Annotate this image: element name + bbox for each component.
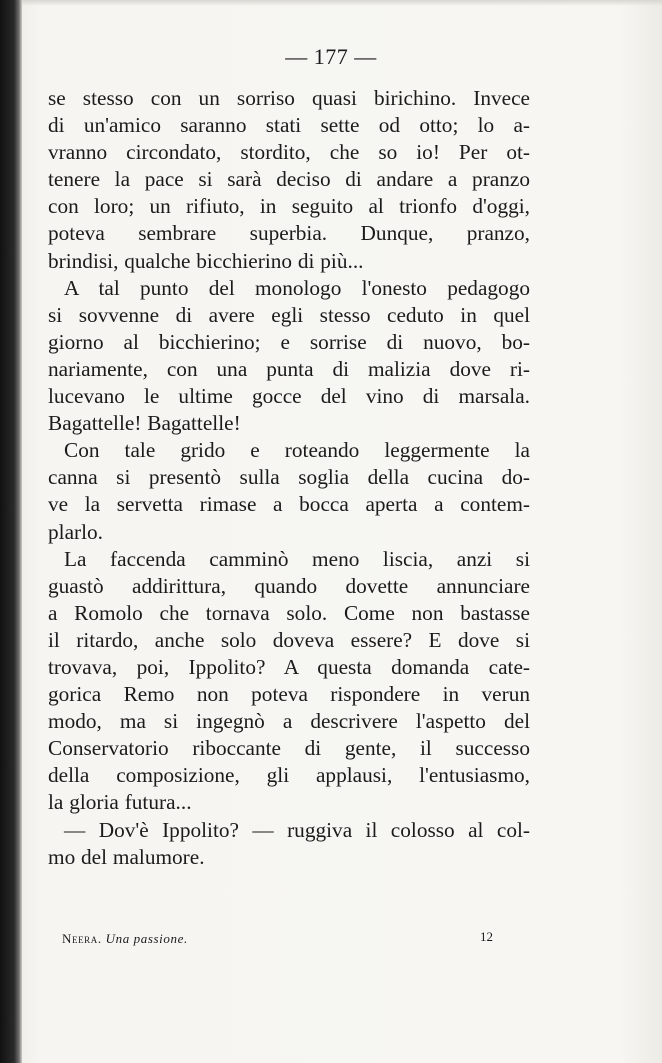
text-line: canna si presentò sulla soglia della cucina do- <box>48 465 530 490</box>
text-line: vranno circondato, stordito, che so io! Per ot- <box>48 140 530 165</box>
text-line: modo, ma si ingegnò a descrivere l'aspetto del <box>48 709 530 734</box>
text-line: a Romolo che tornava solo. Come non bastasse <box>48 600 530 625</box>
text-line: guastò addirittura, quando dovette annunciare <box>48 573 530 598</box>
footer-running-title <box>62 931 188 947</box>
text-line: plarlo. <box>48 519 103 544</box>
text-line: con loro; un rifiuto, in seguito al trionfo d'oggi, <box>48 194 530 219</box>
body-text <box>48 85 530 871</box>
text-line: poteva sembrare superbia. Dunque, pranzo, <box>48 221 530 246</box>
book-binding-edge <box>0 0 22 1063</box>
text-line: nariamente, con una punta di malizia dove ri- <box>48 356 530 381</box>
text-line: Bagattelle! Bagattelle! <box>48 411 241 436</box>
text-line: il ritardo, anche solo doveva essere? E dove si <box>48 627 530 652</box>
text-line: ve la servetta rimase a bocca aperta a contem- <box>48 492 530 517</box>
page-top-shadow <box>22 0 662 6</box>
text-line: Conservatorio riboccante di gente, il successo <box>48 736 530 761</box>
page-number: — 177 — <box>285 44 377 69</box>
text-line: La faccenda camminò meno liscia, anzi si <box>64 546 530 571</box>
footer-author: Neera. <box>62 931 102 946</box>
text-line: brindisi, qualche bicchierino di più... <box>48 248 364 273</box>
text-line: di un'amico saranno stati sette od otto; lo a- <box>48 113 530 138</box>
footer-signature-mark: 12 <box>480 929 493 944</box>
text-line: giorno al bicchierino; e sorrise di nuovo, bo- <box>48 329 530 354</box>
text-line: tenere la pace si sarà deciso di andare a pranzo <box>48 167 530 192</box>
text-line: gorica Remo non poteva rispondere in verun <box>48 682 530 707</box>
text-line: A tal punto del monologo l'onesto pedagogo <box>64 275 530 300</box>
text-line: mo del malumore. <box>48 844 205 869</box>
text-line: se stesso con un sorriso quasi birichino. Invece <box>48 86 530 110</box>
text-line: — Dov'è Ippolito? — ruggiva il colosso al col- <box>64 817 530 842</box>
text-line: lucevano le ultime gocce del vino di marsala. <box>48 384 530 409</box>
text-line: della composizione, gli applausi, l'entusiasmo, <box>48 763 530 788</box>
text-line: si sovvenne di avere egli stesso ceduto in quel <box>48 302 530 327</box>
text-line: trovava, poi, Ippolito? A questa domanda cate- <box>48 654 530 679</box>
footer-book-title: Una passione. <box>105 931 188 946</box>
text-line: la gloria futura... <box>48 790 192 815</box>
text-line: Con tale grido e roteando leggermente la <box>64 438 530 463</box>
